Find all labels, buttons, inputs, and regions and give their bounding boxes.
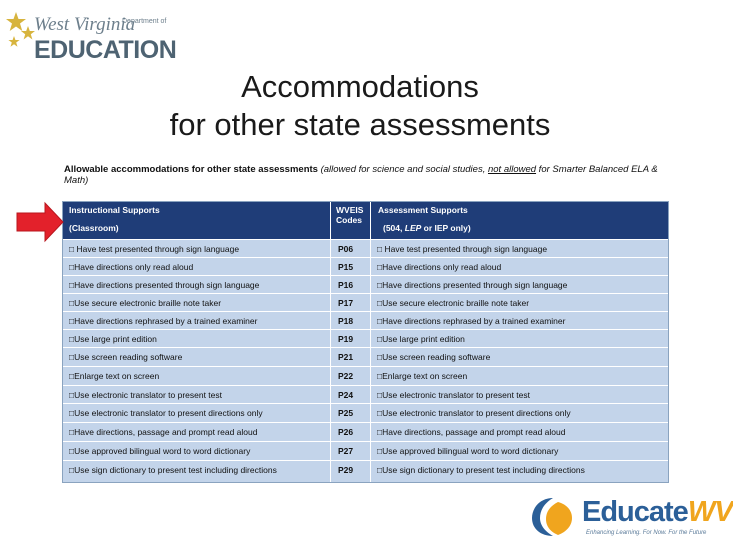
instructional-support-cell: □Use approved bilingual word to word dictionary [69,446,251,456]
header-codes: Codes [336,215,362,225]
wveis-code-cell: P18 [338,316,354,326]
instructional-support-cell: □Have directions only read aloud [69,262,194,272]
wveis-code-cell: P21 [338,352,354,362]
table-header [63,202,668,239]
instructional-support-cell: □Use screen reading software [69,352,183,362]
educate-text: Educate [582,496,688,528]
logo-department-text: Department of [122,18,167,25]
instructional-support-cell: □Use electronic translator to present directions only [69,408,263,418]
header-classroom: (Classroom) [69,223,119,233]
table-heading [64,164,664,186]
header-504-part: (504, [383,223,405,233]
assessment-support-cell: □Have directions only read aloud [377,262,502,272]
header-assessment-supports: Assessment Supports [378,205,468,215]
slide-title [0,68,720,144]
table-row [63,239,668,258]
swoosh-icon [528,494,578,538]
red-arrow-icon [15,201,65,243]
heading-not-allowed: not allowed [487,164,537,175]
assessment-support-cell: □Use large print edition [377,334,465,344]
wveis-code-cell: P17 [338,298,354,308]
logo-education-text: EDUCATION [34,36,177,64]
assessment-support-cell: □Use electronic translator to present directions only [377,408,571,418]
wveis-code-cell: P19 [338,334,354,344]
educatewv-wordmark [582,496,733,529]
instructional-support-cell: □Have directions, passage and prompt read aloud [69,427,258,437]
educatewv-tagline: Enhancing Learning. For Now. For the Future [586,530,707,536]
assessment-support-cell: □Use approved bilingual word to word dictionary [377,446,559,456]
wv-text: WV [687,496,733,528]
instructional-support-cell: □Use electronic translator to present test [69,390,223,400]
table-row [63,403,668,422]
accommodations-table [62,201,669,483]
wveis-code-cell: P06 [338,244,354,254]
wveis-code-cell: P29 [338,465,354,475]
wveis-code-cell: P16 [338,280,354,290]
wveis-code-cell: P27 [338,446,354,456]
wveis-code-cell: P15 [338,262,354,272]
instructional-support-cell: □Use secure electronic braille note taker [69,298,222,308]
header-wveis: WVEIS [336,205,364,215]
instructional-support-cell: □Use large print edition [69,334,157,344]
table-row [63,366,668,385]
instructional-support-cell: □Use sign dictionary to present test including directions [69,465,277,475]
heading-paren-close: for Smarter Balanced ELA & Math) [64,164,658,186]
wveis-code-cell: P22 [338,371,354,381]
table-row [63,441,668,460]
table-row [63,257,668,276]
table-row [63,329,668,348]
heading-paren-open: (allowed for science and social studies, [317,164,488,175]
instructional-support-cell: □ Have test presented through sign language [69,244,240,254]
assessment-support-cell: □Have directions, passage and prompt read aloud [377,427,566,437]
table-row [63,275,668,294]
table-row [63,460,668,479]
assessment-support-cell: □ Have test presented through sign language [377,244,548,254]
instructional-support-cell: □Enlarge text on screen [69,371,160,381]
table-row [63,347,668,366]
slide-title-line-2: for other state assessments [169,107,551,142]
wveis-code-cell: P24 [338,390,354,400]
slide-title-line-1: Accommodations [241,69,479,104]
header-504-lep-iep [383,223,471,233]
assessment-support-cell: □Have directions presented through sign language [377,280,568,290]
wveis-code-cell: P25 [338,408,354,418]
educatewv-logo [528,494,733,538]
table-row [63,293,668,312]
assessment-support-cell: □Use sign dictionary to present test including directions [377,465,585,475]
table-row [63,385,668,404]
wveis-code-cell: P26 [338,427,354,437]
instructional-support-cell: □Have directions rephrased by a trained examiner [69,316,258,326]
header-lep-part: LEP [404,223,422,233]
instructional-support-cell: □Have directions presented through sign language [69,280,260,290]
logo-state-text: West Virginia [34,14,136,35]
table-row [63,422,668,441]
assessment-support-cell: □Have directions rephrased by a trained examiner [377,316,566,326]
assessment-support-cell: □Use electronic translator to present test [377,390,531,400]
assessment-support-cell: □Enlarge text on screen [377,371,468,381]
header-iep-part: or IEP only) [421,223,471,233]
wv-department-of-education-logo [4,4,179,64]
header-instructional-supports: Instructional Supports [69,205,160,215]
assessment-support-cell: □Use secure electronic braille note taker [377,298,530,308]
heading-bold: Allowable accommodations for other state assessments [64,164,318,175]
assessment-support-cell: □Use screen reading software [377,352,491,362]
table-row [63,311,668,330]
